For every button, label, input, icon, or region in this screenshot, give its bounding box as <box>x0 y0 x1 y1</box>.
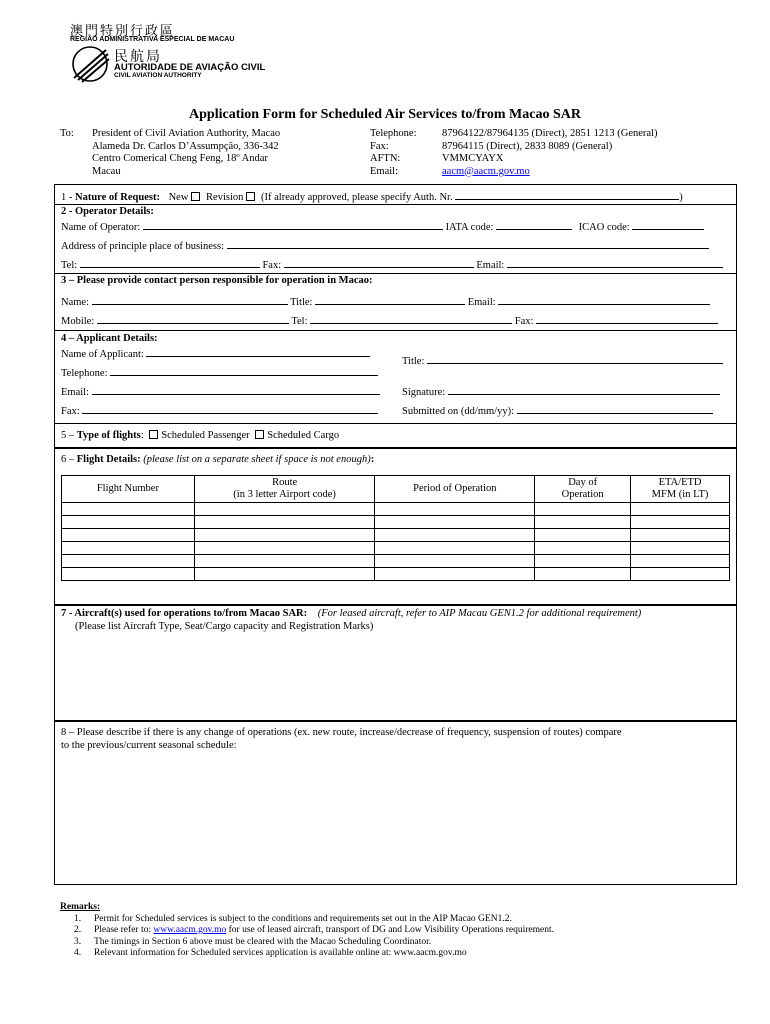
table-cell[interactable] <box>535 516 631 529</box>
operator-email-label: Email: <box>476 260 505 271</box>
scheduled-cargo-checkbox[interactable] <box>255 430 264 439</box>
operator-name-label: Name of Operator: <box>61 222 141 233</box>
address-row <box>61 238 709 252</box>
contact-email-field[interactable] <box>498 294 710 305</box>
new-option-label: New <box>168 192 189 203</box>
table-cell[interactable] <box>631 542 730 555</box>
icao-code-label: ICAO code: <box>578 222 630 233</box>
section-6-frame <box>54 448 737 605</box>
colon: : <box>140 430 144 441</box>
contact-label: AFTN: <box>370 153 401 164</box>
address-line: Macau <box>92 165 121 177</box>
section-2-title: 2 - Operator Details: <box>61 206 154 217</box>
region-name-pt: REGIÃO ADMINISTRATIVA ESPECIAL DE MACAU <box>70 36 235 43</box>
table-cell[interactable] <box>194 542 375 555</box>
authority-name-en: CIVIL AVIATION AUTHORITY <box>114 72 202 79</box>
section-note: (please list on a separate sheet if space is not enough) <box>143 454 371 465</box>
applicant-name-row <box>61 346 370 360</box>
applicant-telephone-row <box>61 365 378 379</box>
aftn-value: VMMCYAYX <box>442 153 504 164</box>
table-cell[interactable] <box>194 555 375 568</box>
submitted-row <box>402 403 713 417</box>
submitted-on-field[interactable] <box>517 403 713 414</box>
signature-field[interactable] <box>448 384 720 395</box>
submitted-on-label: Submitted on (dd/mm/yy): <box>402 406 514 417</box>
table-cell[interactable] <box>535 529 631 542</box>
remarks-title: Remarks: <box>60 902 101 912</box>
column-header: ETA/ETD MFM (in LT) <box>631 476 730 503</box>
telephone-value: 87964122/87964135 (Direct), 2851 1213 (General) <box>442 128 658 139</box>
contact-mobile-label: Mobile: <box>61 316 95 327</box>
aacm-logo <box>68 44 112 84</box>
section-label: Nature of Request: <box>75 192 160 203</box>
table-cell[interactable] <box>375 568 535 581</box>
operator-name-row <box>61 219 704 233</box>
section-5-type-of-flights <box>61 430 339 441</box>
address-line: Centro Comerical Cheng Feng, 18º Andar <box>92 153 268 164</box>
section-3-title: 3 – Please provide contact person responsible for operation in Macao: <box>61 275 373 286</box>
email-link[interactable]: aacm@aacm.gov.mo <box>442 165 530 177</box>
aacm-website-link[interactable]: www.aacm.gov.mo <box>153 925 227 935</box>
section-8-frame[interactable] <box>54 721 737 885</box>
table-cell[interactable] <box>535 568 631 581</box>
contact-label: Telephone: <box>370 128 417 139</box>
remark-item: 3. The timings in Section 6 above must be cleared with the Macao Scheduling Coordinator. <box>74 936 432 947</box>
section-note: (For leased aircraft, refer to AIP Macau GEN1.2 for additional requirement) <box>317 608 642 619</box>
chinese-authority-name: 民航局 <box>114 48 162 64</box>
section-8-text <box>61 726 622 752</box>
revision-option-label: Revision <box>206 192 244 203</box>
fax-value: 87964115 (Direct), 2833 8089 (General) <box>442 140 613 152</box>
applicant-telephone-label: Telephone: <box>61 368 108 379</box>
operator-name-field[interactable] <box>143 219 443 230</box>
table-row <box>62 503 730 516</box>
operator-contact-row <box>61 257 723 271</box>
logo-stripe <box>78 54 108 80</box>
section-1-nature-of-request <box>61 189 683 203</box>
table-cell[interactable] <box>194 529 375 542</box>
section-8-line: to the previous/current seasonal schedule: <box>61 740 237 751</box>
revision-checkbox[interactable] <box>246 192 255 201</box>
new-checkbox[interactable] <box>191 192 200 201</box>
applicant-email-label: Email: <box>61 387 89 398</box>
applicant-fax-field[interactable] <box>82 403 378 414</box>
closing-paren: ) <box>679 192 683 203</box>
contact-title-label: Title: <box>290 297 313 308</box>
operator-email-field[interactable] <box>507 257 723 268</box>
remarks-section <box>60 902 554 960</box>
auth-nr-field[interactable] <box>455 189 679 200</box>
contact-email-label: Email: <box>467 297 496 308</box>
remark-item: 1. Permit for Scheduled services is subject to the conditions and requirements set out in the AIP Macao GEN1.2. <box>74 913 512 924</box>
table-cell[interactable] <box>535 503 631 516</box>
signature-row <box>402 384 720 398</box>
scheduled-cargo-label: Scheduled Cargo <box>267 430 340 441</box>
table-row <box>62 529 730 542</box>
table-cell[interactable] <box>631 555 730 568</box>
contact-fax-field[interactable] <box>536 313 718 324</box>
section-8-line: 8 – Please describe if there is any change of operations (ex. new route, increase/decrease of frequency, suspension of routes) compare <box>61 727 622 738</box>
applicant-name-field[interactable] <box>146 346 370 357</box>
column-header: Route (in 3 letter Airport code) <box>194 476 375 503</box>
section-number: 6 – <box>61 454 77 465</box>
table-cell[interactable] <box>62 555 195 568</box>
table-cell[interactable] <box>631 529 730 542</box>
section-7-subtitle: (Please list Aircraft Type, Seat/Cargo capacity and Registration Marks) <box>75 621 374 632</box>
column-header: Flight Number <box>62 476 195 503</box>
applicant-title-field[interactable] <box>427 353 723 364</box>
column-header: Day of Operation <box>535 476 631 503</box>
address-line: Alameda Dr. Carlos D’Assumpção, 336-342 <box>92 140 279 152</box>
table-cell[interactable] <box>375 542 535 555</box>
signature-label: Signature: <box>402 387 446 398</box>
table-cell[interactable] <box>194 503 375 516</box>
operator-fax-label: Fax: <box>262 260 282 271</box>
contact-name-field[interactable] <box>92 294 288 305</box>
table-row <box>62 542 730 555</box>
table-cell[interactable] <box>194 568 375 581</box>
table-cell[interactable] <box>194 516 375 529</box>
contact-label: Email: <box>370 165 398 177</box>
section-label: 7 - Aircraft(s) used for operations to/from Macao SAR: <box>61 608 308 619</box>
table-cell[interactable] <box>375 503 535 516</box>
applicant-title-row <box>402 353 723 367</box>
address-field[interactable] <box>227 238 709 249</box>
operator-tel-label: Tel: <box>61 260 78 271</box>
flight-details-table <box>61 475 730 581</box>
table-cell[interactable] <box>62 568 195 581</box>
section-7-title <box>61 608 641 619</box>
operator-tel-field[interactable] <box>80 257 260 268</box>
applicant-email-field[interactable] <box>92 384 380 395</box>
scheduled-passenger-checkbox[interactable] <box>149 430 158 439</box>
table-cell[interactable] <box>375 529 535 542</box>
table-cell[interactable] <box>375 516 535 529</box>
section-4-title: 4 – Applicant Details: <box>61 333 158 344</box>
authority-name-pt: AUTORIDADE DE AVIAÇÃO CIVIL <box>114 62 266 73</box>
table-row <box>62 555 730 568</box>
table-cell[interactable] <box>62 503 195 516</box>
remark-item: 2. Please refer to: www.aacm.gov.mo for use of leased aircraft, transport of DG and Low Visibility Operations requirement. <box>74 925 554 935</box>
applicant-email-row <box>61 384 380 398</box>
table-row <box>62 568 730 581</box>
iata-code-field[interactable] <box>496 219 572 230</box>
contact-label: Fax: <box>370 140 389 152</box>
form-title: Application Form for Scheduled Air Services to/from Macao SAR <box>189 107 581 122</box>
table-cell[interactable] <box>535 542 631 555</box>
contact-title-field[interactable] <box>315 294 465 305</box>
contact-person-row <box>61 294 710 308</box>
contact-tel-field[interactable] <box>310 313 512 324</box>
section-6-title <box>61 454 374 465</box>
iata-code-label: IATA code: <box>445 222 494 233</box>
table-cell[interactable] <box>631 503 730 516</box>
table-row <box>62 516 730 529</box>
contact-labels <box>370 128 417 178</box>
icao-code-field[interactable] <box>632 219 704 230</box>
logo-stripe <box>74 50 106 78</box>
section-7-frame[interactable] <box>54 605 737 721</box>
form-frame-top <box>54 184 737 448</box>
section-number: 1 - <box>61 192 75 203</box>
applicant-fax-label: Fax: <box>61 406 80 417</box>
remark-item: 4. Relevant information for Scheduled services application is available online at: www.aacm.gov.mo <box>74 948 467 958</box>
contact-tel-label: Tel: <box>291 316 308 327</box>
contact-phone-row <box>61 313 718 327</box>
table-cell[interactable] <box>62 529 195 542</box>
operator-fax-field[interactable] <box>284 257 474 268</box>
applicant-fax-row <box>61 403 378 417</box>
table-cell[interactable] <box>375 555 535 568</box>
address-line: President of Civil Aviation Authority, Macao <box>92 128 281 139</box>
colon: : <box>370 454 375 465</box>
scheduled-passenger-label: Scheduled Passenger <box>161 430 250 441</box>
contact-values <box>442 128 658 178</box>
table-cell[interactable] <box>62 516 195 529</box>
column-header: Period of Operation <box>375 476 535 503</box>
table-header-row <box>62 476 730 503</box>
applicant-name-label: Name of Applicant: <box>61 349 144 360</box>
contact-fax-label: Fax: <box>514 316 534 327</box>
table-cell[interactable] <box>62 542 195 555</box>
table-cell[interactable] <box>631 516 730 529</box>
address-label: Address of principle place of business: <box>61 241 225 252</box>
contact-mobile-field[interactable] <box>97 313 289 324</box>
table-cell[interactable] <box>535 555 631 568</box>
recipient-address <box>92 128 280 178</box>
to-label: To: <box>60 128 74 139</box>
table-cell[interactable] <box>631 568 730 581</box>
chinese-region-name: 澳門特別行政區 <box>70 23 176 38</box>
section-number: 5 – <box>61 430 77 441</box>
applicant-telephone-field[interactable] <box>110 365 378 376</box>
section-label: Type of flights <box>76 430 141 441</box>
contact-name-label: Name: <box>61 297 89 308</box>
section-label: Flight Details: <box>76 454 141 465</box>
auth-nr-note: (If already approved, please specify Auth. Nr. <box>261 192 453 203</box>
applicant-title-label: Title: <box>402 356 425 367</box>
